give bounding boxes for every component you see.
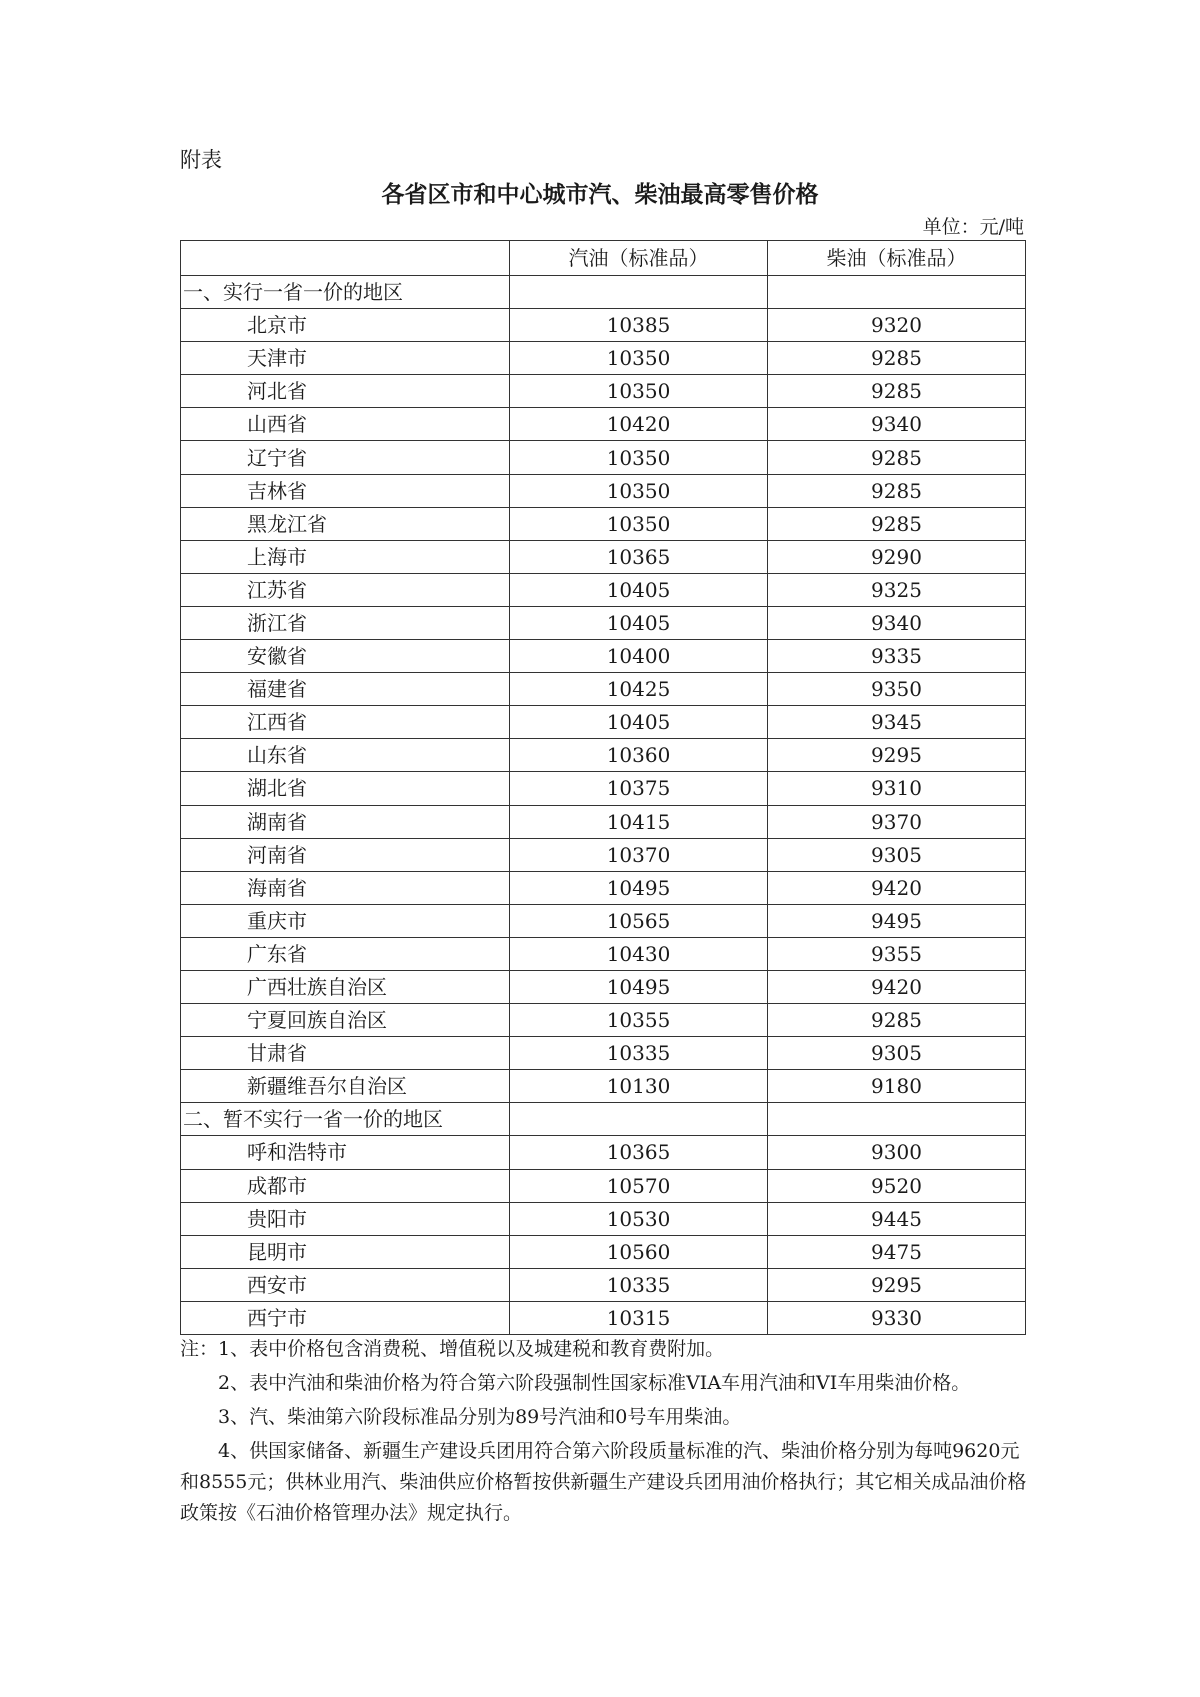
gasoline-price: 10365	[510, 540, 768, 573]
table-row	[181, 1136, 1026, 1169]
diesel-price: 9305	[768, 1037, 1026, 1070]
region-name: 天津市	[181, 342, 510, 375]
diesel-price: 9290	[768, 540, 1026, 573]
section-row	[181, 1103, 1026, 1136]
gasoline-price: 10335	[510, 1037, 768, 1070]
gasoline-price: 10560	[510, 1235, 768, 1268]
diesel-price: 9320	[768, 309, 1026, 342]
region-name: 海南省	[181, 871, 510, 904]
table-row	[181, 474, 1026, 507]
gasoline-price: 10335	[510, 1268, 768, 1301]
page-title: 各省区市和中心城市汽、柴油最高零售价格	[381, 182, 819, 208]
table-row	[181, 772, 1026, 805]
note-2: 2、表中汽油和柴油价格为符合第六阶段强制性国家标准VIA车用汽油和VI车用柴油价格。	[218, 1372, 971, 1394]
region-name: 北京市	[181, 309, 510, 342]
gasoline-price: 10565	[510, 904, 768, 937]
diesel-price: 9345	[768, 706, 1026, 739]
region-name: 福建省	[181, 673, 510, 706]
gasoline-price: 10130	[510, 1070, 768, 1103]
empty-cell	[510, 276, 768, 309]
diesel-price: 9310	[768, 772, 1026, 805]
gasoline-price: 10420	[510, 408, 768, 441]
region-name: 西安市	[181, 1268, 510, 1301]
region-name: 湖南省	[181, 805, 510, 838]
header-gasoline: 汽油（标准品）	[510, 241, 768, 276]
gasoline-price: 10405	[510, 606, 768, 639]
table-row	[181, 573, 1026, 606]
gasoline-price: 10355	[510, 1004, 768, 1037]
table-row	[181, 441, 1026, 474]
table-row	[181, 1235, 1026, 1268]
table-row	[181, 970, 1026, 1003]
diesel-price: 9180	[768, 1070, 1026, 1103]
region-name: 呼和浩特市	[181, 1136, 510, 1169]
diesel-price: 9350	[768, 673, 1026, 706]
table-row	[181, 904, 1026, 937]
table-row	[181, 739, 1026, 772]
gasoline-price: 10495	[510, 970, 768, 1003]
gasoline-price: 10350	[510, 507, 768, 540]
gasoline-price: 10400	[510, 640, 768, 673]
empty-cell	[768, 276, 1026, 309]
unit-label: 单位：元/吨	[922, 216, 1024, 238]
region-name: 上海市	[181, 540, 510, 573]
region-name: 江苏省	[181, 573, 510, 606]
table-row	[181, 540, 1026, 573]
region-name: 新疆维吾尔自治区	[181, 1070, 510, 1103]
note-3: 3、汽、柴油第六阶段标准品分别为89号汽油和0号车用柴油。	[218, 1406, 742, 1428]
region-name: 山西省	[181, 408, 510, 441]
diesel-price: 9340	[768, 408, 1026, 441]
note-1: 注：1、表中价格包含消费税、增值税以及城建税和教育费附加。	[180, 1338, 725, 1360]
diesel-price: 9330	[768, 1301, 1026, 1334]
table-row	[181, 1169, 1026, 1202]
table-row	[181, 375, 1026, 408]
section-row	[181, 276, 1026, 309]
section-label: 一、实行一省一价的地区	[181, 276, 510, 309]
diesel-price: 9285	[768, 507, 1026, 540]
table-row	[181, 805, 1026, 838]
gasoline-price: 10430	[510, 937, 768, 970]
table-row	[181, 1268, 1026, 1301]
diesel-price: 9495	[768, 904, 1026, 937]
region-name: 山东省	[181, 739, 510, 772]
table-row	[181, 507, 1026, 540]
diesel-price: 9475	[768, 1235, 1026, 1268]
table-row	[181, 937, 1026, 970]
table-row	[181, 871, 1026, 904]
table-row	[181, 1202, 1026, 1235]
region-name: 河南省	[181, 838, 510, 871]
note-4: 4、供国家储备、新疆生产建设兵团用符合第六阶段质量标准的汽、柴油价格分别为每吨9620元和8555元；供林业用汽、柴油供应价格暂按供新疆生产建设兵团用油价格执行；其它相关成品油价格政策按《石油价格管理办法》规定执行。	[180, 1440, 1027, 1524]
region-name: 吉林省	[181, 474, 510, 507]
region-name: 湖北省	[181, 772, 510, 805]
region-name: 成都市	[181, 1169, 510, 1202]
gasoline-price: 10350	[510, 474, 768, 507]
region-name: 浙江省	[181, 606, 510, 639]
diesel-price: 9355	[768, 937, 1026, 970]
diesel-price: 9370	[768, 805, 1026, 838]
diesel-price: 9285	[768, 342, 1026, 375]
region-name: 辽宁省	[181, 441, 510, 474]
notes	[180, 1334, 1030, 1532]
diesel-price: 9285	[768, 441, 1026, 474]
diesel-price: 9295	[768, 1268, 1026, 1301]
region-name: 广东省	[181, 937, 510, 970]
region-name: 西宁市	[181, 1301, 510, 1334]
table-row	[181, 706, 1026, 739]
region-name: 黑龙江省	[181, 507, 510, 540]
diesel-price: 9305	[768, 838, 1026, 871]
price-table	[180, 240, 1026, 1335]
gasoline-price: 10415	[510, 805, 768, 838]
gasoline-price: 10370	[510, 838, 768, 871]
diesel-price: 9285	[768, 375, 1026, 408]
table-row	[181, 606, 1026, 639]
diesel-price: 9520	[768, 1169, 1026, 1202]
table-header-row	[181, 241, 1026, 276]
region-name: 广西壮族自治区	[181, 970, 510, 1003]
header-region	[181, 241, 510, 276]
diesel-price: 9340	[768, 606, 1026, 639]
gasoline-price: 10530	[510, 1202, 768, 1235]
price-table-body	[181, 241, 1026, 1335]
region-name: 江西省	[181, 706, 510, 739]
appendix-label: 附表	[180, 148, 222, 172]
region-name: 甘肃省	[181, 1037, 510, 1070]
gasoline-price: 10570	[510, 1169, 768, 1202]
empty-cell	[510, 1103, 768, 1136]
gasoline-price: 10315	[510, 1301, 768, 1334]
diesel-price: 9295	[768, 739, 1026, 772]
gasoline-price: 10405	[510, 706, 768, 739]
gasoline-price: 10350	[510, 375, 768, 408]
section-label: 二、暂不实行一省一价的地区	[181, 1103, 510, 1136]
table-row	[181, 408, 1026, 441]
table-row	[181, 1070, 1026, 1103]
diesel-price: 9445	[768, 1202, 1026, 1235]
table-row	[181, 673, 1026, 706]
diesel-price: 9285	[768, 474, 1026, 507]
gasoline-price: 10405	[510, 573, 768, 606]
table-row	[181, 640, 1026, 673]
region-name: 重庆市	[181, 904, 510, 937]
gasoline-price: 10365	[510, 1136, 768, 1169]
table-row	[181, 1004, 1026, 1037]
gasoline-price: 10375	[510, 772, 768, 805]
table-row	[181, 838, 1026, 871]
gasoline-price: 10385	[510, 309, 768, 342]
gasoline-price: 10350	[510, 441, 768, 474]
region-name: 宁夏回族自治区	[181, 1004, 510, 1037]
table-row	[181, 342, 1026, 375]
diesel-price: 9325	[768, 573, 1026, 606]
header-diesel: 柴油（标准品）	[768, 241, 1026, 276]
diesel-price: 9285	[768, 1004, 1026, 1037]
region-name: 昆明市	[181, 1235, 510, 1268]
table-row	[181, 1301, 1026, 1334]
diesel-price: 9420	[768, 871, 1026, 904]
gasoline-price: 10425	[510, 673, 768, 706]
empty-cell	[768, 1103, 1026, 1136]
diesel-price: 9300	[768, 1136, 1026, 1169]
region-name: 贵阳市	[181, 1202, 510, 1235]
table-row	[181, 1037, 1026, 1070]
region-name: 安徽省	[181, 640, 510, 673]
diesel-price: 9335	[768, 640, 1026, 673]
gasoline-price: 10360	[510, 739, 768, 772]
table-row	[181, 309, 1026, 342]
gasoline-price: 10350	[510, 342, 768, 375]
diesel-price: 9420	[768, 970, 1026, 1003]
region-name: 河北省	[181, 375, 510, 408]
gasoline-price: 10495	[510, 871, 768, 904]
